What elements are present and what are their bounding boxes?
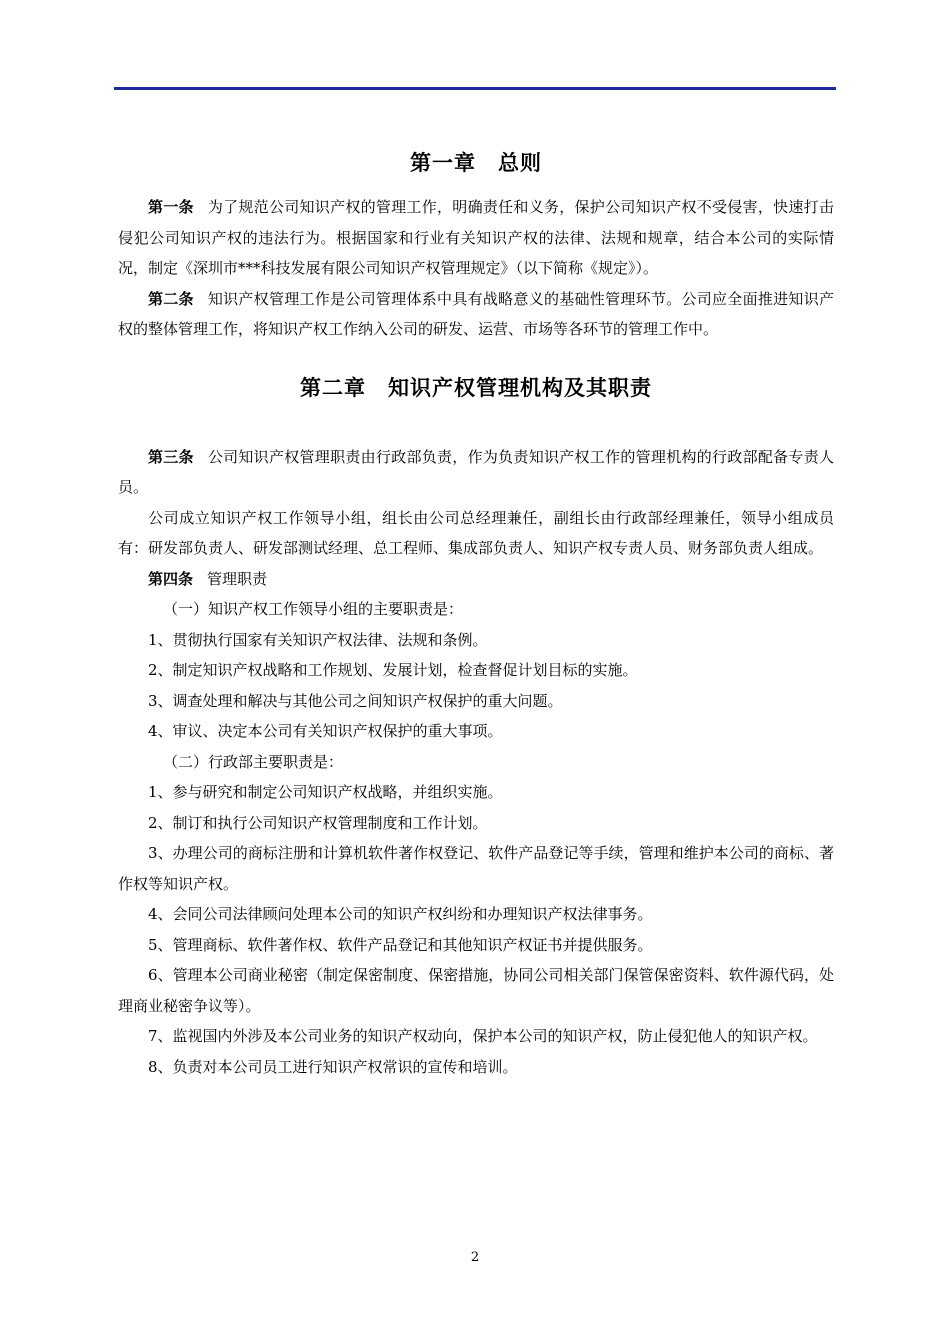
- article-1: [118, 192, 834, 284]
- group-2-item-8: 8、负责对本公司员工进行知识产权常识的宣传和培训。: [148, 1057, 518, 1076]
- article-4: [118, 564, 834, 595]
- group-2-item-1: 1、参与研究和制定公司知识产权战略，并组织实施。: [148, 783, 503, 801]
- group-2-heading: （二）行政部主要职责是：: [163, 752, 344, 771]
- group-1-item-2: 2、制定知识产权战略和工作规划、发展计划，检查督促计划目标的实施。: [148, 661, 638, 679]
- article-2-label: 第二条: [148, 289, 194, 308]
- article-3-text: 公司知识产权管理职责由行政部负责，作为负责知识产权工作的管理机构的行政部配备专责人员。: [118, 447, 834, 496]
- article-4-label: 第四条: [148, 569, 194, 588]
- group-2-item-4: 4、会同公司法律顾问处理本公司的知识产权纠纷和办理知识产权法律事务。: [148, 905, 653, 923]
- article-1-text: 为了规范公司知识产权的管理工作，明确责任和义务，保护公司知识产权不受侵害，快速打击侵犯公司知识产权的违法行为。根据国家和行业有关知识产权的法律、法规和规章，结合本公司的实际情况，制定《深圳市***科技发展有限公司知识产权管理规定》（以下简称《规定》）。: [118, 198, 834, 277]
- article-1-label: 第一条: [148, 198, 194, 216]
- group-1-item-1: 1、贯彻执行国家有关知识产权法律、法规和条例。: [148, 630, 488, 649]
- article-3: [118, 442, 834, 503]
- article-3-paragraph-2: 公司成立知识产权工作领导小组，组长由公司总经理兼任，副组长由行政部经理兼任，领导小组成员有：研发部负责人、研发部测试经理、总工程师、集成部负责人、知识产权专责人员、财务部负责人组成。: [118, 508, 834, 557]
- group-2-item-5: 5、管理商标、软件著作权、软件产品登记和其他知识产权证书并提供服务。: [148, 935, 653, 954]
- group-2-item-2: 2、制订和执行公司知识产权管理制度和工作计划。: [148, 813, 488, 832]
- page-number: 2: [470, 1250, 480, 1265]
- chapter-1-title: 第一章 总则: [410, 151, 542, 175]
- chapter-2-title: 第二章 知识产权管理机构及其职责: [300, 375, 652, 400]
- group-1-item-4: 4、审议、决定本公司有关知识产权保护的重大事项。: [148, 722, 503, 740]
- header-rule: [114, 87, 836, 90]
- group-2-item-3: 3、办理公司的商标注册和计算机软件著作权登记、软件产品登记等手续，管理和维护本公司的商标、著作权等知识产权。: [118, 844, 834, 893]
- group-2-item-6: 6、管理本公司商业秘密（制定保密制度、保密措施，协同公司相关部门保管保密资料、软件源代码，处理商业秘密争议等）。: [118, 966, 834, 1015]
- group-1-item-3: 3、调查处理和解决与其他公司之间知识产权保护的重大问题。: [148, 691, 563, 710]
- group-2-item-7: 7、监视国内外涉及本公司业务的知识产权动向，保护本公司的知识产权，防止侵犯他人的知识产权。: [148, 1027, 818, 1045]
- group-1-heading: （一）知识产权工作领导小组的主要职责是：: [163, 600, 464, 618]
- document-body: [118, 145, 834, 1082]
- article-2-text: 知识产权管理工作是公司管理体系中具有战略意义的基础性管理环节。公司应全面推进知识产权的整体管理工作，将知识产权工作纳入公司的研发、运营、市场等各环节的管理工作中。: [118, 289, 834, 338]
- article-3-label: 第三条: [148, 447, 194, 466]
- article-2: [118, 284, 834, 345]
- article-4-text: 管理职责: [207, 569, 268, 588]
